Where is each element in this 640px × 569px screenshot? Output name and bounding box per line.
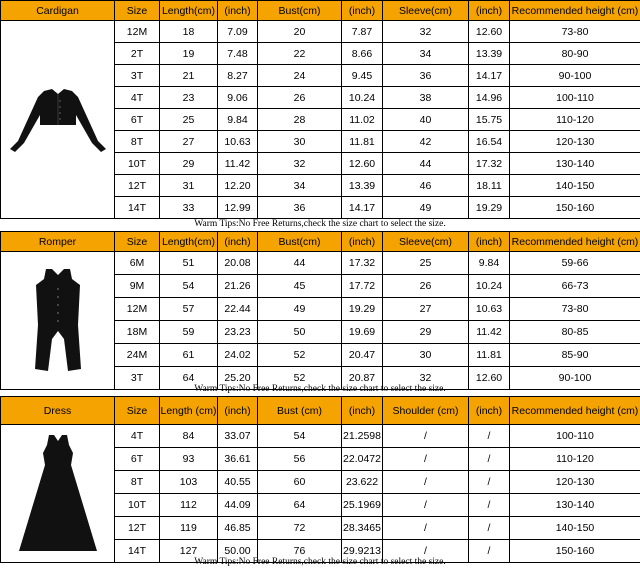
bust-inch-cell: 11.81 [342,131,383,153]
sleeve-inch-cell: 16.54 [469,131,510,153]
length-cm-cell: 112 [160,494,218,517]
sleeve-cm-cell: / [383,425,469,448]
sleeve-cm-cell: / [383,540,469,563]
length-inch-cell: 12.20 [218,175,258,197]
length-inch-cell: 12.99 [218,197,258,219]
bust-inch-cell: 28.3465 [342,517,383,540]
bust-cm-cell: 50 [258,321,342,344]
length-inch-cell: 44.09 [218,494,258,517]
header-cell: (inch) [469,1,510,21]
size-cell: 12T [115,175,160,197]
sleeve-inch-cell: 10.63 [469,298,510,321]
table-header-row [1,397,640,425]
recommended-height-cell: 120-130 [510,131,640,153]
dress-photo [1,425,115,563]
length-cm-cell: 64 [160,367,218,390]
length-inch-cell: 50.00 [218,540,258,563]
recommended-height-cell: 140-150 [510,517,640,540]
header-cell: (inch) [469,232,510,252]
bust-inch-cell: 22.0472 [342,448,383,471]
length-cm-cell: 61 [160,344,218,367]
bust-inch-cell: 17.32 [342,252,383,275]
sleeve-cm-cell: 49 [383,197,469,219]
length-inch-cell: 24.02 [218,344,258,367]
warm-tip-text: Warm Tips:No Free Returns,check the size chart to select the size. [194,557,446,567]
header-cell: (inch) [218,397,258,425]
recommended-height-cell: 130-140 [510,153,640,175]
header-cell: Cardigan [1,1,115,21]
header-cell: Dress [1,397,115,425]
bust-cm-cell: 22 [258,43,342,65]
bust-cm-cell: 52 [258,344,342,367]
bust-cm-cell: 36 [258,197,342,219]
bust-cm-cell: 44 [258,252,342,275]
romper-photo [1,252,115,390]
size-cell: 3T [115,65,160,87]
bust-cm-cell: 30 [258,131,342,153]
recommended-height-cell: 100-110 [510,425,640,448]
sleeve-cm-cell: 42 [383,131,469,153]
size-cell: 4T [115,87,160,109]
sleeve-cm-cell: / [383,471,469,494]
table-header-row [1,232,640,252]
sleeve-cm-cell: / [383,494,469,517]
bust-inch-cell: 7.87 [342,21,383,43]
length-cm-cell: 33 [160,197,218,219]
bust-inch-cell: 9.45 [342,65,383,87]
recommended-height-cell: 73-80 [510,21,640,43]
header-cell: Size [115,397,160,425]
recommended-height-cell: 59-66 [510,252,640,275]
recommended-height-cell: 150-160 [510,197,640,219]
recommended-height-cell: 66-73 [510,275,640,298]
header-cell: (inch) [342,232,383,252]
size-cell: 14T [115,197,160,219]
bust-inch-cell: 23.622 [342,471,383,494]
sleeve-inch-cell: 17.32 [469,153,510,175]
sleeve-cm-cell: / [383,517,469,540]
warm-tip-text: Warm Tips:No Free Returns,check the size chart to select the size. [194,219,446,229]
cardigan-size-table [0,0,640,219]
header-cell: Sleeve(cm) [383,232,469,252]
sleeve-cm-cell: 34 [383,43,469,65]
bust-cm-cell: 72 [258,517,342,540]
size-cell: 6M [115,252,160,275]
bust-inch-cell: 12.60 [342,153,383,175]
length-cm-cell: 103 [160,471,218,494]
length-inch-cell: 7.48 [218,43,258,65]
bust-inch-cell: 14.17 [342,197,383,219]
recommended-height-cell: 80-90 [510,43,640,65]
header-cell: Size [115,1,160,21]
sleeve-inch-cell: 19.29 [469,197,510,219]
header-cell: Size [115,232,160,252]
header-cell: Bust (cm) [258,397,342,425]
length-inch-cell: 33.07 [218,425,258,448]
size-cell: 8T [115,471,160,494]
sleeve-cm-cell: 26 [383,275,469,298]
bust-cm-cell: 49 [258,298,342,321]
header-cell: Length(cm) [160,1,218,21]
length-cm-cell: 18 [160,21,218,43]
header-cell: Shoulder (cm) [383,397,469,425]
length-cm-cell: 25 [160,109,218,131]
length-inch-cell: 11.42 [218,153,258,175]
sleeve-cm-cell: 40 [383,109,469,131]
length-cm-cell: 93 [160,448,218,471]
header-cell: Bust(cm) [258,1,342,21]
size-cell: 8T [115,131,160,153]
sleeve-inch-cell: 14.96 [469,87,510,109]
length-cm-cell: 119 [160,517,218,540]
recommended-height-cell: 140-150 [510,175,640,197]
size-cell: 12T [115,517,160,540]
sleeve-cm-cell: 25 [383,252,469,275]
size-cell: 6T [115,448,160,471]
length-inch-cell: 21.26 [218,275,258,298]
black-dress-icon [13,431,103,557]
bust-cm-cell: 45 [258,275,342,298]
sleeve-inch-cell: 14.17 [469,65,510,87]
recommended-height-cell: 100-110 [510,87,640,109]
sleeve-inch-cell: 11.81 [469,344,510,367]
table-header-row [1,1,640,21]
bust-cm-cell: 52 [258,367,342,390]
size-cell: 6T [115,109,160,131]
recommended-height-cell: 80-85 [510,321,640,344]
header-cell: (inch) [342,1,383,21]
sleeve-inch-cell: 18.11 [469,175,510,197]
table-row [1,252,640,275]
length-cm-cell: 21 [160,65,218,87]
bust-inch-cell: 25.1969 [342,494,383,517]
size-cell: 12M [115,21,160,43]
sleeve-cm-cell: 32 [383,21,469,43]
recommended-height-cell: 110-120 [510,448,640,471]
bust-cm-cell: 32 [258,153,342,175]
size-cell: 9M [115,275,160,298]
bust-cm-cell: 60 [258,471,342,494]
header-cell: Sleeve(cm) [383,1,469,21]
bust-cm-cell: 28 [258,109,342,131]
size-cell: 10T [115,494,160,517]
bust-cm-cell: 56 [258,448,342,471]
bust-cm-cell: 24 [258,65,342,87]
header-cell: Length(cm) [160,232,218,252]
recommended-height-cell: 110-120 [510,109,640,131]
black-romper-icon [28,265,88,377]
header-cell: (inch) [469,397,510,425]
sleeve-cm-cell: 46 [383,175,469,197]
sleeve-cm-cell: 27 [383,298,469,321]
size-cell: 4T [115,425,160,448]
length-inch-cell: 46.85 [218,517,258,540]
header-cell: (inch) [218,1,258,21]
length-inch-cell: 23.23 [218,321,258,344]
sleeve-inch-cell: / [469,517,510,540]
bust-inch-cell: 29.9213 [342,540,383,563]
header-cell: Recommended height (cm) [510,232,640,252]
header-cell: Length (cm) [160,397,218,425]
bust-cm-cell: 20 [258,21,342,43]
header-cell: Recommended height (cm) [510,397,640,425]
bust-cm-cell: 64 [258,494,342,517]
length-inch-cell: 9.06 [218,87,258,109]
sleeve-cm-cell: 36 [383,65,469,87]
length-inch-cell: 22.44 [218,298,258,321]
sleeve-cm-cell: 30 [383,344,469,367]
bust-inch-cell: 20.87 [342,367,383,390]
black-cardigan-icon [6,85,110,155]
recommended-height-cell: 130-140 [510,494,640,517]
bust-cm-cell: 34 [258,175,342,197]
recommended-height-cell: 150-160 [510,540,640,563]
sleeve-cm-cell: 38 [383,87,469,109]
recommended-height-cell: 73-80 [510,298,640,321]
bust-cm-cell: 76 [258,540,342,563]
length-inch-cell: 20.08 [218,252,258,275]
bust-inch-cell: 8.66 [342,43,383,65]
bust-cm-cell: 26 [258,87,342,109]
length-cm-cell: 57 [160,298,218,321]
bust-inch-cell: 19.29 [342,298,383,321]
length-cm-cell: 23 [160,87,218,109]
cardigan-photo [1,21,115,219]
length-cm-cell: 84 [160,425,218,448]
bust-inch-cell: 20.47 [342,344,383,367]
length-inch-cell: 9.84 [218,109,258,131]
bust-inch-cell: 13.39 [342,175,383,197]
bust-inch-cell: 21.2598 [342,425,383,448]
sleeve-cm-cell: 29 [383,321,469,344]
size-cell: 18M [115,321,160,344]
warm-tip-text: Warm Tips:No Free Returns,check the size chart to select the size. [194,384,446,394]
sleeve-cm-cell: 44 [383,153,469,175]
sleeve-cm-cell: 32 [383,367,469,390]
dress-size-table [0,396,640,563]
length-inch-cell: 8.27 [218,65,258,87]
sleeve-inch-cell: 12.60 [469,21,510,43]
length-cm-cell: 59 [160,321,218,344]
length-cm-cell: 27 [160,131,218,153]
sleeve-inch-cell: / [469,471,510,494]
header-cell: (inch) [342,397,383,425]
sleeve-inch-cell: / [469,494,510,517]
bust-inch-cell: 11.02 [342,109,383,131]
sleeve-inch-cell: 13.39 [469,43,510,65]
sleeve-inch-cell: / [469,540,510,563]
sleeve-inch-cell: / [469,448,510,471]
length-cm-cell: 31 [160,175,218,197]
sleeve-inch-cell: / [469,425,510,448]
sleeve-inch-cell: 15.75 [469,109,510,131]
recommended-height-cell: 85-90 [510,344,640,367]
bust-inch-cell: 17.72 [342,275,383,298]
header-cell: Bust(cm) [258,232,342,252]
recommended-height-cell: 90-100 [510,367,640,390]
length-inch-cell: 40.55 [218,471,258,494]
romper-size-table [0,231,640,390]
length-cm-cell: 51 [160,252,218,275]
size-cell: 14T [115,540,160,563]
length-inch-cell: 25.20 [218,367,258,390]
bust-inch-cell: 19.69 [342,321,383,344]
size-cell: 10T [115,153,160,175]
table-row [1,21,640,43]
length-inch-cell: 10.63 [218,131,258,153]
length-inch-cell: 36.61 [218,448,258,471]
length-inch-cell: 7.09 [218,21,258,43]
table-row [1,425,640,448]
length-cm-cell: 19 [160,43,218,65]
header-cell: (inch) [218,232,258,252]
sleeve-inch-cell: 11.42 [469,321,510,344]
bust-cm-cell: 54 [258,425,342,448]
length-cm-cell: 29 [160,153,218,175]
sleeve-cm-cell: / [383,448,469,471]
sleeve-inch-cell: 9.84 [469,252,510,275]
recommended-height-cell: 90-100 [510,65,640,87]
header-cell: Romper [1,232,115,252]
sleeve-inch-cell: 12.60 [469,367,510,390]
recommended-height-cell: 120-130 [510,471,640,494]
length-cm-cell: 54 [160,275,218,298]
header-cell: Recommended height (cm) [510,1,640,21]
sleeve-inch-cell: 10.24 [469,275,510,298]
size-cell: 2T [115,43,160,65]
length-cm-cell: 127 [160,540,218,563]
size-cell: 3T [115,367,160,390]
bust-inch-cell: 10.24 [342,87,383,109]
size-cell: 12M [115,298,160,321]
size-cell: 24M [115,344,160,367]
